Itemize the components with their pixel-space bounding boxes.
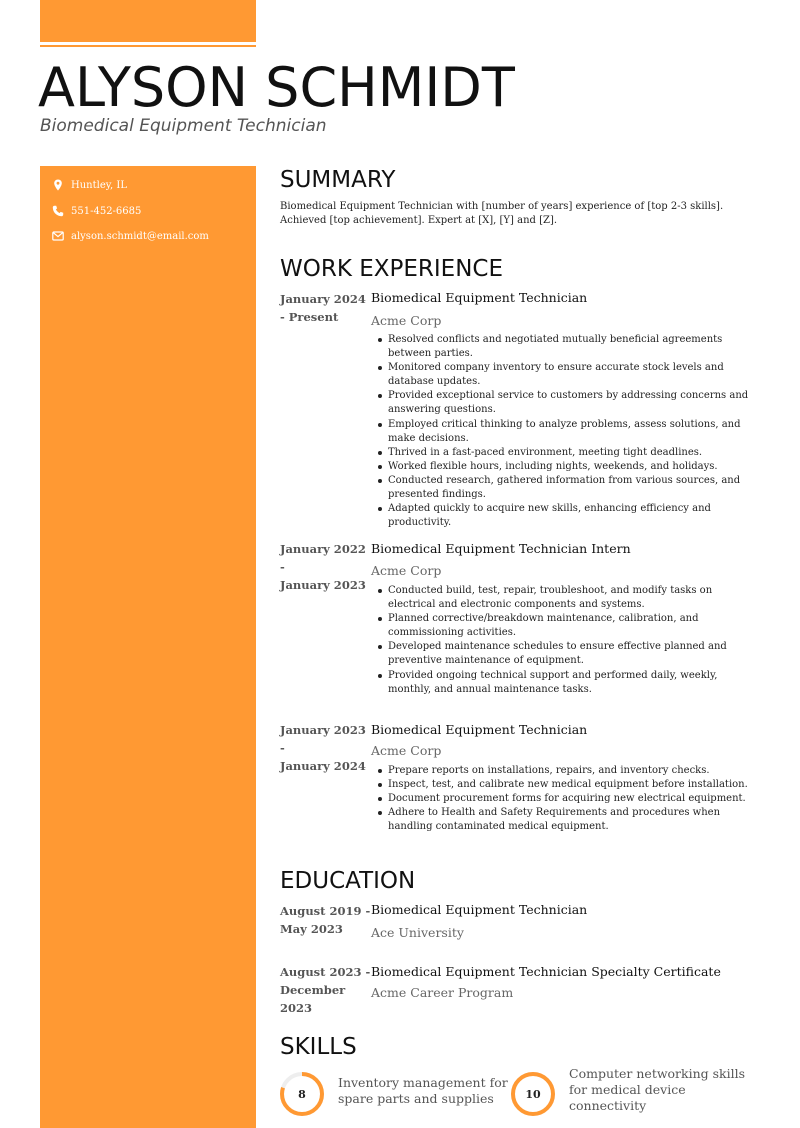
section-title-skills: SKILLS	[280, 1034, 357, 1060]
list-item: Adapted quickly to acquire new skills, enhancing efficiency and productivity.	[388, 502, 760, 530]
section-title-summary: SUMMARY	[280, 167, 396, 193]
skill-1-label	[338, 1075, 508, 1107]
job-1-date	[280, 290, 368, 326]
section-title-experience: WORK EXPERIENCE	[280, 256, 504, 282]
job-1-role: Biomedical Equipment Technician	[371, 290, 588, 305]
list-item: Worked flexible hours, including nights, weekends, and holidays.	[388, 460, 760, 474]
contact-phone-text: 551-452-6685	[71, 205, 142, 217]
list-item: Developed maintenance schedules to ensure effective planned and preventive maintenance of equipment.	[388, 640, 760, 668]
job-3-date-start: January 2023	[280, 723, 366, 737]
sidebar	[40, 166, 256, 1128]
edu-2-date-start: August 2023 -	[280, 965, 371, 979]
job-2-date-sep: -	[280, 560, 285, 574]
contact-email-text[interactable]: alyson.schmidt@email.com	[71, 230, 209, 242]
edu-2-degree: Biomedical Equipment Technician Specialty Certificate	[371, 964, 721, 979]
section-title-education: EDUCATION	[280, 868, 416, 894]
list-item: Inspect, test, and calibrate new medical equipment before installation.	[388, 778, 760, 792]
candidate-name: ALYSON SCHMIDT	[38, 56, 515, 119]
job-2-bullets	[388, 584, 760, 697]
skill-2-label	[569, 1066, 745, 1114]
contact-location-text: Huntley, IL	[71, 179, 128, 191]
skill-2-line2: for medical device	[569, 1082, 686, 1097]
edu-1-date-end: May 2023	[280, 922, 343, 936]
edu-1-school: Ace University	[371, 925, 464, 940]
sidebar-header-rule	[40, 45, 256, 47]
job-2-date	[280, 540, 368, 594]
list-item: Employed critical thinking to analyze problems, assess solutions, and make decisions.	[388, 418, 760, 446]
job-1-org: Acme Corp	[371, 313, 442, 328]
list-item: Prepare reports on installations, repairs, and inventory checks.	[388, 764, 760, 778]
list-item: Resolved conflicts and negotiated mutually beneficial agreements between parties.	[388, 333, 760, 361]
contact-location	[52, 179, 127, 191]
edu-1-date-start: August 2019 -	[280, 904, 371, 918]
list-item: Conducted build, test, repair, troubleshoot, and modify tasks on electrical and electronic components and systems.	[388, 584, 760, 612]
list-item: Provided ongoing technical support and performed daily, weekly, monthly, and annual maintenance tasks.	[388, 669, 760, 697]
job-3-date	[280, 721, 368, 775]
skill-2-line1: Computer networking skills	[569, 1066, 746, 1081]
list-item: Provided exceptional service to customers by addressing concerns and answering questions.	[388, 389, 760, 417]
list-item: Document procurement forms for acquiring new electrical equipment.	[388, 792, 760, 806]
job-2-date-end: January 2023	[280, 578, 366, 592]
job-2-date-start: January 2022	[280, 542, 366, 556]
job-1-bullets	[388, 333, 760, 530]
job-3-date-end: January 2024	[280, 759, 366, 773]
skill-1-line1: Inventory management for	[338, 1075, 508, 1090]
contact-email[interactable]	[52, 230, 209, 242]
job-2-org: Acme Corp	[371, 563, 442, 578]
edu-2-date	[280, 963, 372, 1017]
skill-1-ring	[279, 1071, 325, 1117]
edu-2-date-end: December 2023	[280, 983, 346, 1015]
candidate-title: Biomedical Equipment Technician	[40, 116, 327, 136]
job-3-date-sep: -	[280, 741, 285, 755]
job-3-role: Biomedical Equipment Technician	[371, 722, 588, 737]
edu-1-date	[280, 902, 372, 938]
edu-1-degree: Biomedical Equipment Technician	[371, 902, 588, 917]
job-2-role: Biomedical Equipment Technician Intern	[371, 541, 631, 556]
list-item: Planned corrective/breakdown maintenance, calibration, and commissioning activities.	[388, 612, 760, 640]
skill-2-line3: connectivity	[569, 1098, 647, 1113]
location-pin-icon	[52, 179, 64, 191]
list-item: Adhere to Health and Safety Requirements and procedures when handling contaminated medical equipment.	[388, 806, 760, 834]
contact-phone	[52, 205, 141, 217]
skill-2-ring	[510, 1071, 556, 1117]
sidebar-header-band	[40, 0, 256, 42]
job-3-org: Acme Corp	[371, 743, 442, 758]
job-1-date-start: January 2024	[280, 292, 366, 306]
phone-icon	[52, 205, 64, 217]
job-3-bullets	[388, 764, 760, 834]
skill-1-level: 8	[298, 1088, 306, 1101]
list-item: Monitored company inventory to ensure accurate stock levels and database updates.	[388, 361, 760, 389]
summary-text: Biomedical Equipment Technician with [number of years] experience of [top 2-3 skills]. Achieved [top achievement]. Expert at [X], [Y] and [Z].	[280, 201, 724, 226]
edu-2-school: Acme Career Program	[371, 985, 514, 1000]
job-1-date-end: - Present	[280, 310, 339, 324]
skill-2-level: 10	[525, 1088, 541, 1101]
list-item: Thrived in a fast-paced environment, meeting tight deadlines.	[388, 446, 760, 460]
skill-1-line2: spare parts and supplies	[338, 1091, 494, 1106]
mail-icon	[52, 230, 64, 242]
list-item: Conducted research, gathered information from various sources, and presented findings.	[388, 474, 760, 502]
